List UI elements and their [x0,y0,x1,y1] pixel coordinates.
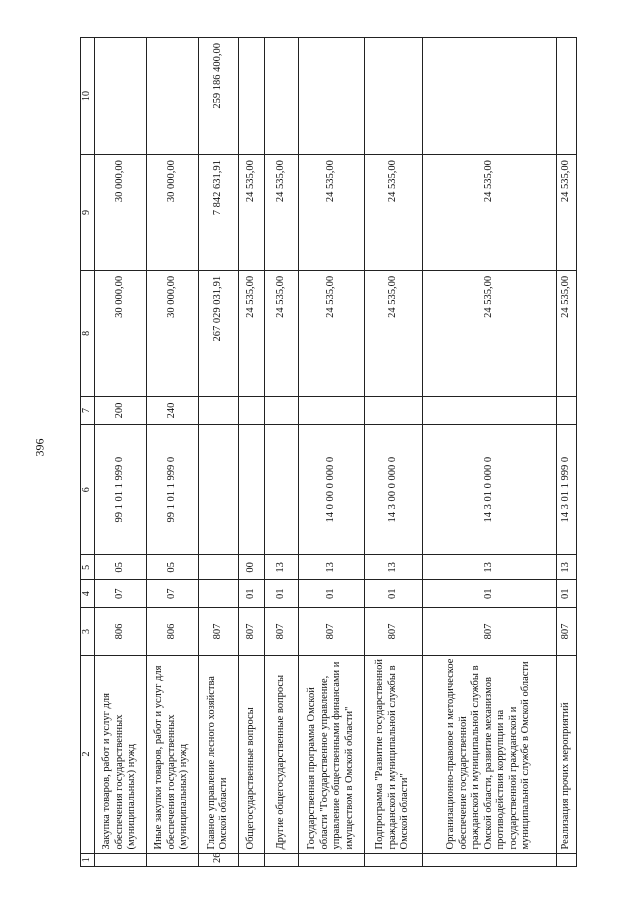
header-cell: 10 [81,38,95,155]
section-code: 01 [264,580,298,608]
row-number [146,853,198,866]
header-cell: 8 [81,270,95,396]
header-cell: 3 [81,608,95,655]
expense-type-code: 240 [146,396,198,424]
row-number [238,853,264,866]
subsection-code: 05 [94,555,146,580]
amount-own: 24 535,00 [556,155,576,271]
expense-type-code [198,396,238,424]
table-row [264,38,298,867]
subsection-code: 13 [422,555,556,580]
amount-own: 24 535,00 [298,155,364,271]
subsection-code: 13 [364,555,422,580]
amount-other [298,38,364,155]
amount-own: 30 000,00 [94,155,146,271]
target-article-code: 99 1 01 1 999 0 [146,425,198,555]
section-code: 07 [146,580,198,608]
section-code: 01 [556,580,576,608]
amount-other [146,38,198,155]
section-code: 07 [94,580,146,608]
target-article-code: 14 0 00 0 000 0 [298,425,364,555]
ministry-code: 807 [422,608,556,655]
page-number: 396 [32,438,47,457]
row-number: 26 [198,853,238,866]
amount-other [94,38,146,155]
header-cell: 9 [81,155,95,271]
target-article-code: 99 1 01 1 999 0 [94,425,146,555]
table-row [198,38,238,867]
expense-type-code [298,396,364,424]
header-cell: 7 [81,396,95,424]
row-number [364,853,422,866]
ministry-code: 806 [94,608,146,655]
table-row [94,38,146,867]
row-name: Подпрограмма "Развитие государственной гражданской и муниципальной службы в Омской области" [364,655,422,853]
ministry-code: 807 [364,608,422,655]
header-cell: 1 [81,853,95,866]
target-article-code [238,425,264,555]
subsection-code: 13 [298,555,364,580]
row-name: Закупка товаров, работ и услуг для обеспечения государственных (муниципальных) нужд [94,655,146,853]
expense-type-code [556,396,576,424]
header-cell: 6 [81,425,95,555]
row-name: Реализация прочих мероприятий [556,655,576,853]
ministry-code: 806 [146,608,198,655]
row-number [264,853,298,866]
table-row [364,38,422,867]
row-name: Организационно-правовое и методическое обеспечение государственной гражданской и муниципальной службы в Омской области, развитие механизмов противодействия коррупции на государственной гражданской и муниципальной службе в Омской области [422,655,556,853]
section-code: 01 [364,580,422,608]
amount-total: 267 029 031,91 [198,270,238,396]
ministry-code: 807 [556,608,576,655]
amount-total: 24 535,00 [298,270,364,396]
table-row [238,38,264,867]
target-article-code: 14 3 00 0 000 0 [364,425,422,555]
amount-total: 24 535,00 [238,270,264,396]
expense-type-code: 200 [94,396,146,424]
budget-table [80,37,577,867]
expense-type-code [364,396,422,424]
amount-total: 24 535,00 [422,270,556,396]
subsection-code: 05 [146,555,198,580]
table-row [556,38,576,867]
rotated-page [80,37,571,867]
row-name: Главное управление лесного хозяйства Омской области [198,655,238,853]
row-number [94,853,146,866]
amount-own: 24 535,00 [264,155,298,271]
amount-total: 24 535,00 [264,270,298,396]
section-code: 01 [238,580,264,608]
target-article-code: 14 3 01 1 999 0 [556,425,576,555]
expense-type-code [264,396,298,424]
section-code: 01 [422,580,556,608]
ministry-code: 807 [238,608,264,655]
row-number [556,853,576,866]
header-cell: 2 [81,655,95,853]
amount-other [264,38,298,155]
header-cell: 5 [81,555,95,580]
target-article-code [198,425,238,555]
amount-total: 24 535,00 [556,270,576,396]
subsection-code: 13 [556,555,576,580]
subsection-code: 13 [264,555,298,580]
amount-total: 30 000,00 [146,270,198,396]
row-number [298,853,364,866]
amount-own: 24 535,00 [238,155,264,271]
header-row [81,38,95,867]
subsection-code: 00 [238,555,264,580]
target-article-code [264,425,298,555]
amount-other [238,38,264,155]
amount-own: 7 842 631,91 [198,155,238,271]
row-name: Общегосударственные вопросы [238,655,264,853]
amount-total: 30 000,00 [94,270,146,396]
amount-total: 24 535,00 [364,270,422,396]
ministry-code: 807 [264,608,298,655]
expense-type-code [238,396,264,424]
amount-other [556,38,576,155]
row-number [422,853,556,866]
amount-other [364,38,422,155]
section-code [198,580,238,608]
section-code: 01 [298,580,364,608]
subsection-code [198,555,238,580]
amount-own: 24 535,00 [422,155,556,271]
amount-own: 30 000,00 [146,155,198,271]
table-row [146,38,198,867]
row-name: Иные закупки товаров, работ и услуг для обеспечения государственных (муниципальных) нужд [146,655,198,853]
expense-type-code [422,396,556,424]
table-row [298,38,364,867]
table-row [422,38,556,867]
row-name: Государственная программа Омской области "Государственное управление, управление общественными финансами и имуществом в Омской области" [298,655,364,853]
amount-other: 259 186 400,00 [198,38,238,155]
header-cell: 4 [81,580,95,608]
ministry-code: 807 [198,608,238,655]
amount-own: 24 535,00 [364,155,422,271]
ministry-code: 807 [298,608,364,655]
row-name: Другие общегосударственные вопросы [264,655,298,853]
amount-other [422,38,556,155]
target-article-code: 14 3 01 0 000 0 [422,425,556,555]
